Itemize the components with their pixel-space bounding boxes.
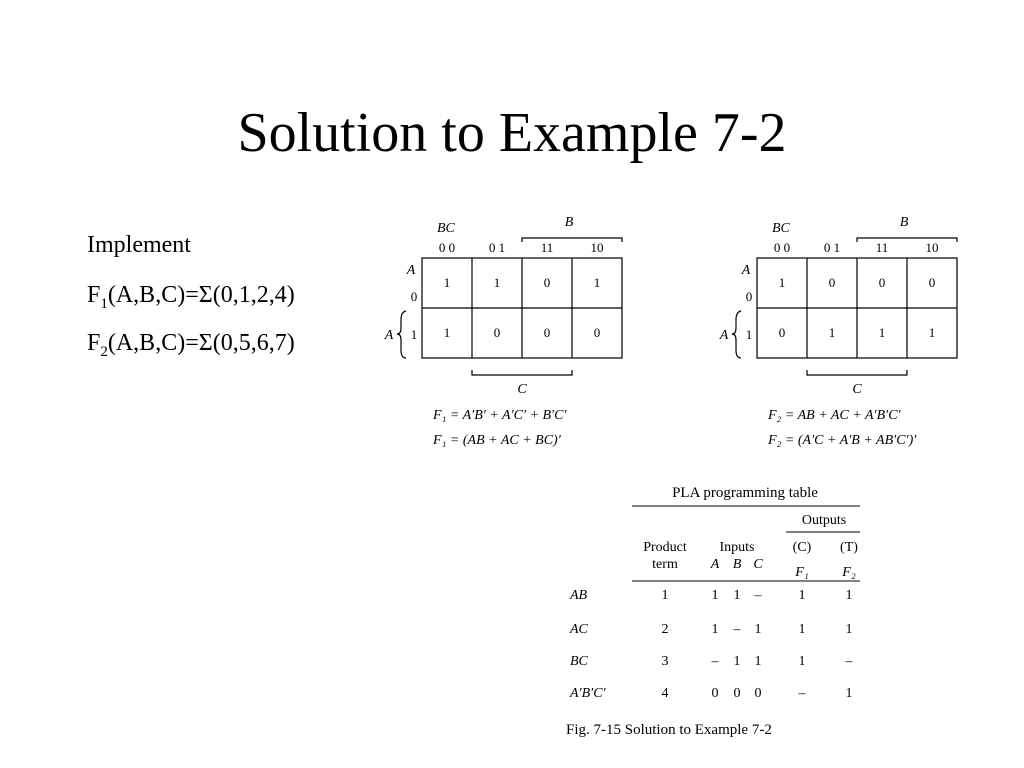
kmap-col-header: 0 0 (438, 240, 456, 255)
f2-subscript: 2 (100, 343, 108, 360)
kmap-c-label: C (852, 382, 862, 397)
pla-row-output: 1 (798, 622, 806, 637)
f1-subscript: 1 (100, 295, 108, 312)
implement-label: Implement (87, 232, 191, 258)
pla-row-input: – (711, 654, 719, 669)
kmap-f2 (719, 215, 957, 448)
kmap-bc-label: BC (437, 221, 455, 236)
kmap-f1 (384, 215, 622, 448)
pla-row-input: 0 (733, 686, 741, 701)
pla-row-term: AC (570, 622, 588, 637)
kmap-c-label: C (517, 382, 527, 397)
kmap-cell: 1 (493, 275, 501, 290)
pla-row-output: 1 (798, 654, 806, 669)
kmap-col-header: 10 (925, 240, 939, 255)
f1-sigma: Σ (198, 282, 213, 308)
kmap-cell: 1 (778, 275, 786, 290)
kmap-b-bracket (857, 238, 957, 242)
pla-row-input: – (754, 588, 762, 603)
pla-input-name: C (753, 557, 763, 572)
kmap-cell: 0 (543, 275, 551, 290)
kmap-cell: 1 (443, 325, 451, 340)
pla-row-output: 1 (845, 686, 853, 701)
kmap-row-header: 0 (745, 289, 753, 304)
pla-row-output: – (845, 654, 853, 669)
pla-row-term: A′B′C′ (570, 686, 606, 701)
kmap-b-label: B (899, 215, 909, 230)
f1-prefix: F (87, 282, 101, 308)
kmap-bc-label: BC (772, 221, 790, 236)
pla-row-input: 1 (711, 622, 719, 637)
pla-row-number: 1 (661, 588, 669, 603)
pla-row-input: 1 (733, 588, 741, 603)
kmap-cell: 0 (928, 275, 936, 290)
kmap-cell: 0 (493, 325, 501, 340)
pla-output-name: F₁ (795, 565, 809, 580)
kmap-cell: 1 (828, 325, 836, 340)
kmap-col-header: 10 (590, 240, 604, 255)
pla-row-input: 1 (754, 654, 762, 669)
pla-row-number: 4 (661, 686, 669, 701)
kmap-equation-1: F₁ = A′B′ + A′C′ + B′C′ (433, 408, 567, 423)
pla-row-input: 0 (711, 686, 719, 701)
kmap-a-side-label: A (384, 328, 394, 343)
pla-row-number: 2 (661, 622, 669, 637)
kmap-c-bracket (472, 370, 572, 375)
pla-outputs-label: Outputs (801, 513, 847, 528)
kmap-a-label: A (741, 263, 751, 278)
pla-row-number: 3 (661, 654, 669, 669)
kmap-cell: 1 (878, 325, 886, 340)
kmap-cell: 0 (878, 275, 886, 290)
kmap-col-header: 0 1 (488, 240, 506, 255)
pla-row-input: 1 (733, 654, 741, 669)
pla-input-name: B (732, 557, 742, 572)
f2-prefix: F (87, 330, 101, 356)
pla-title: PLA programming table (672, 485, 818, 501)
f1-terms: (0,1,2,4) (212, 282, 295, 308)
f1-args: (A,B,C)= (107, 282, 199, 308)
pla-inputs-label: Inputs (719, 540, 755, 555)
kmap-cell: 0 (543, 325, 551, 340)
f2-terms: (0,5,6,7) (212, 330, 295, 356)
kmap-a-brace (732, 311, 741, 358)
pla-row-term: BC (570, 654, 588, 669)
kmap-equation-2: F₂ = (A′C + A′B + AB′C′)′ (768, 433, 917, 448)
kmap-cell: 0 (778, 325, 786, 340)
kmap-col-header: 0 1 (823, 240, 841, 255)
kmap-cell: 0 (828, 275, 836, 290)
pla-output-mode: (C) (792, 540, 812, 555)
pla-product-label: Product (643, 540, 687, 555)
kmap-a-label: A (406, 263, 416, 278)
kmap-cell: 0 (593, 325, 601, 340)
kmap-col-header: 11 (875, 240, 889, 255)
pla-row-input: 0 (754, 686, 762, 701)
kmap-col-header: 0 0 (773, 240, 791, 255)
pla-input-name: A (710, 557, 720, 572)
kmap-equation-1: F₂ = AB + AC + A′B′C′ (768, 408, 901, 423)
pla-term-label: term (652, 557, 678, 572)
kmap-col-header: 11 (540, 240, 554, 255)
pla-row-output: 1 (845, 588, 853, 603)
pla-row-output: 1 (798, 588, 806, 603)
kmap-cell: 1 (928, 325, 936, 340)
pla-row-input: – (733, 622, 741, 637)
kmap-a-side-label: A (719, 328, 729, 343)
pla-row-input: 1 (711, 588, 719, 603)
pla-row-term: AB (570, 588, 588, 603)
figure-caption: Fig. 7-15 Solution to Example 7-2 (566, 722, 772, 738)
pla-row-output: 1 (845, 622, 853, 637)
slide-title: Solution to Example 7-2 (237, 102, 787, 164)
kmap-a-brace (397, 311, 406, 358)
pla-row-input: 1 (754, 622, 762, 637)
pla-output-name: F₂ (842, 565, 856, 580)
kmap-b-bracket (522, 238, 622, 242)
kmap-cell: 1 (443, 275, 451, 290)
kmap-row-header: 1 (745, 327, 753, 342)
kmap-equation-2: F₁ = (AB + AC + BC)′ (433, 433, 561, 448)
kmap-row-header: 0 (410, 289, 418, 304)
kmap-c-bracket (807, 370, 907, 375)
kmap-cell: 1 (593, 275, 601, 290)
kmap-row-header: 1 (410, 327, 418, 342)
f2-sigma: Σ (198, 330, 213, 356)
f2-args: (A,B,C)= (107, 330, 199, 356)
pla-output-mode: (T) (840, 540, 858, 555)
pla-row-output: – (798, 686, 806, 701)
kmap-b-label: B (564, 215, 574, 230)
